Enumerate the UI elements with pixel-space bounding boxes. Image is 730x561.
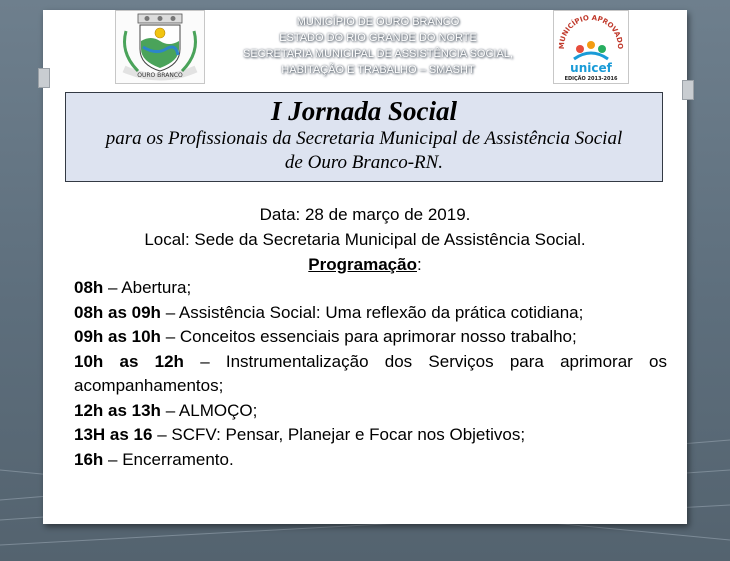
schedule-list (74, 276, 667, 472)
schedule-item (74, 301, 667, 326)
unicef-wordmark: unicef (570, 61, 612, 75)
paper-clip-right (682, 80, 694, 100)
coat-of-arms-logo (115, 10, 205, 84)
schedule-text: – Instrumentalização dos Serviços para aprimorar os acompanhamentos; (74, 351, 667, 395)
seal-edition-text: EDIÇÃO 2013-2016 (564, 76, 618, 82)
schedule-text: – ALMOÇO; (165, 400, 258, 420)
schedule-time: 09h as 10h (74, 327, 161, 346)
schedule-text: – Encerramento. (108, 449, 234, 469)
header-line-1: MUNICÍPIO DE OURO BRANCO (296, 16, 460, 28)
unicef-approved-seal (553, 10, 629, 84)
program-heading (43, 252, 687, 277)
event-info (43, 202, 687, 277)
program-heading-colon: : (416, 255, 422, 274)
schedule-item (74, 423, 667, 448)
institution-header (213, 14, 543, 78)
event-subtitle-line-2: de Ouro Branco-RN. (284, 152, 444, 173)
logo-ribbon-text: OURO BRANCO (137, 72, 183, 79)
schedule-item (74, 276, 667, 301)
schedule-text: – Assistência Social: Uma reflexão da prática cotidiana; (165, 302, 584, 322)
event-subtitle-line-1: para os Profissionais da Secretaria Municipal de Assistência Social (105, 128, 623, 149)
paper-clip-left (38, 68, 50, 88)
seal-arc-text: MUNICÍPIO APROVADO (557, 13, 625, 50)
schedule-time: 08h as 09h (74, 302, 161, 322)
event-place: Local: Sede da Secretaria Municipal de Assistência Social. (144, 230, 586, 249)
event-card (43, 10, 687, 524)
event-date: Data: 28 de março de 2019. (259, 205, 471, 224)
schedule-item (74, 325, 667, 350)
schedule-item (74, 350, 667, 399)
schedule-text: – Conceitos essenciais para aprimorar nosso trabalho; (165, 327, 577, 346)
schedule-text: – SCFV: Pensar, Planejar e Focar nos Objetivos; (157, 425, 526, 444)
event-title: I Jornada Social (270, 96, 458, 126)
schedule-text: – Abertura; (108, 278, 192, 297)
schedule-item (74, 448, 667, 473)
schedule-time: 08h (74, 278, 104, 297)
header-line-2: ESTADO DO RIO GRANDE DO NORTE (279, 32, 477, 44)
header-line-3: SECRETARIA MUNICIPAL DE ASSISTÊNCIA SOCIAL, (243, 48, 513, 60)
header-line-4: HABITAÇÃO E TRABALHO – SMASHT (281, 64, 475, 76)
schedule-time: 16h (74, 449, 104, 469)
program-heading-word: Programação (308, 255, 417, 274)
schedule-time: 10h as 12h (74, 351, 184, 371)
schedule-item (74, 399, 667, 424)
schedule-time: 12h as 13h (74, 400, 161, 420)
schedule-time: 13H as 16 (74, 425, 153, 444)
title-box (65, 92, 663, 182)
